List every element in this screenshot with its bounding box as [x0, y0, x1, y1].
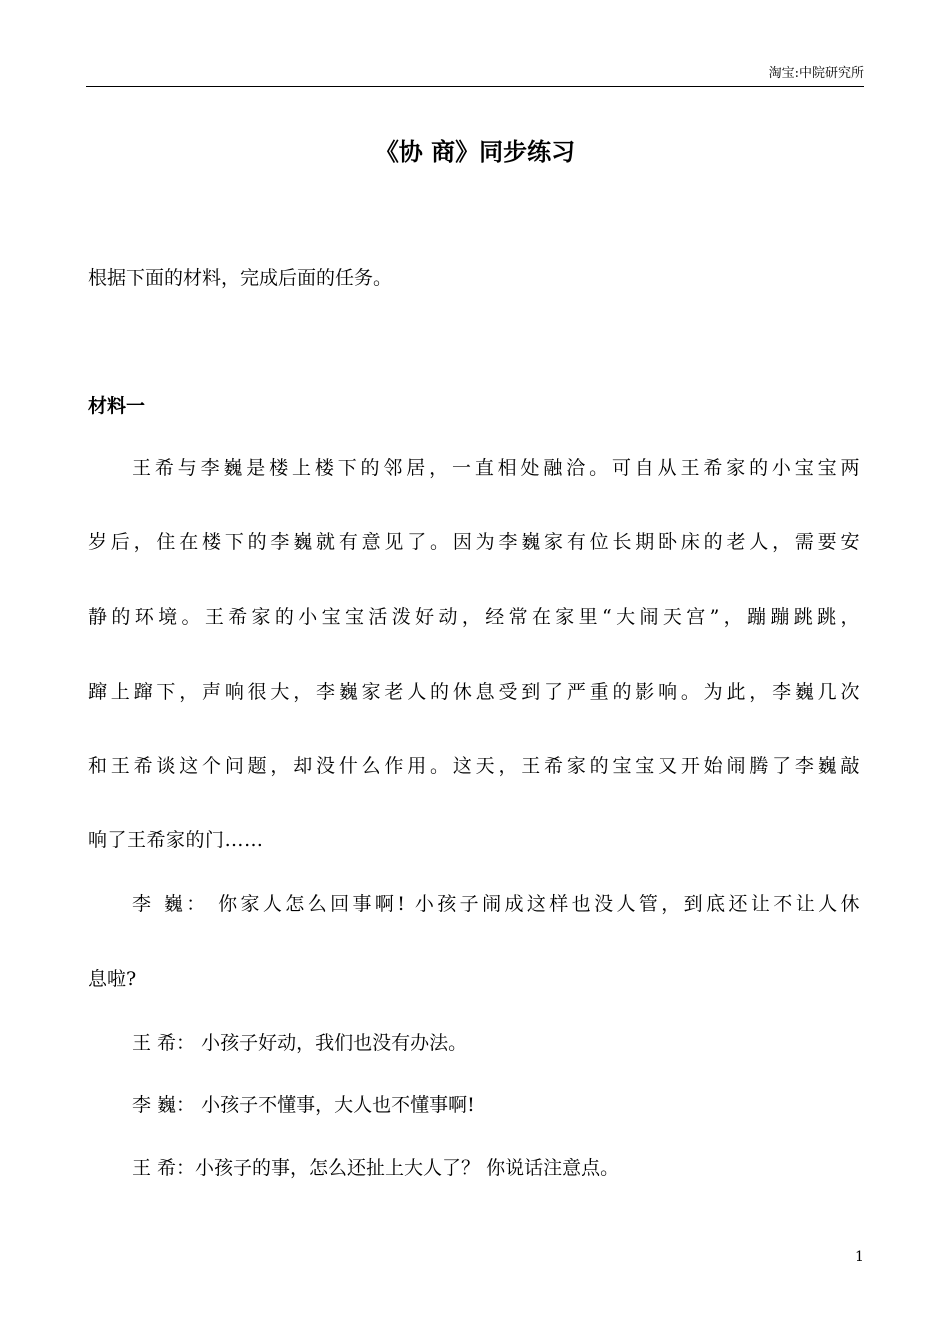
- paragraph-line: 蹿上蹿下，声响很大，李巍家老人的休息受到了严重的影响。为此，李巍几次: [88, 681, 860, 703]
- section-heading: 材料一: [88, 395, 146, 417]
- header-rule: [86, 86, 864, 87]
- instruction-text: 根据下面的材料，完成后面的任务。: [88, 267, 393, 289]
- paragraph-line: 王希与李巍是楼上楼下的邻居，一直相处融洽。可自从王希家的小宝宝两: [132, 457, 860, 479]
- dialogue-line: 李 巍： 小孩子不懂事，大人也不懂事啊!: [132, 1094, 475, 1116]
- paragraph-line: 岁后，住在楼下的李巍就有意见了。因为李巍家有位长期卧床的老人，需要安: [88, 531, 860, 553]
- paragraph-line: 和王希谈这个问题，却没什么作用。这天，王希家的宝宝又开始闹腾了李巍敲: [88, 755, 860, 777]
- paragraph-line: 响了王希家的门……: [88, 829, 264, 851]
- dialogue-line: 王 希： 小孩子好动，我们也没有办法。: [132, 1032, 468, 1054]
- document-title: 《协 商》同步练习: [374, 137, 576, 166]
- paragraph-line: 静的环境。王希家的小宝宝活泼好动，经常在家里“大闹天宫”，蹦蹦跳跳，: [88, 606, 860, 628]
- page-number: 1: [855, 1249, 864, 1265]
- dialogue-line: 息啦?: [88, 968, 137, 990]
- header-text: 淘宝:中院研究所: [768, 66, 864, 81]
- dialogue-line: 王 希：小孩子的事，怎么还扯上大人了？ 你说话注意点。: [132, 1157, 620, 1179]
- dialogue-line: 李 巍： 你家人怎么回事啊! 小孩子闹成这样也没人管，到底还让不让人休: [132, 893, 860, 915]
